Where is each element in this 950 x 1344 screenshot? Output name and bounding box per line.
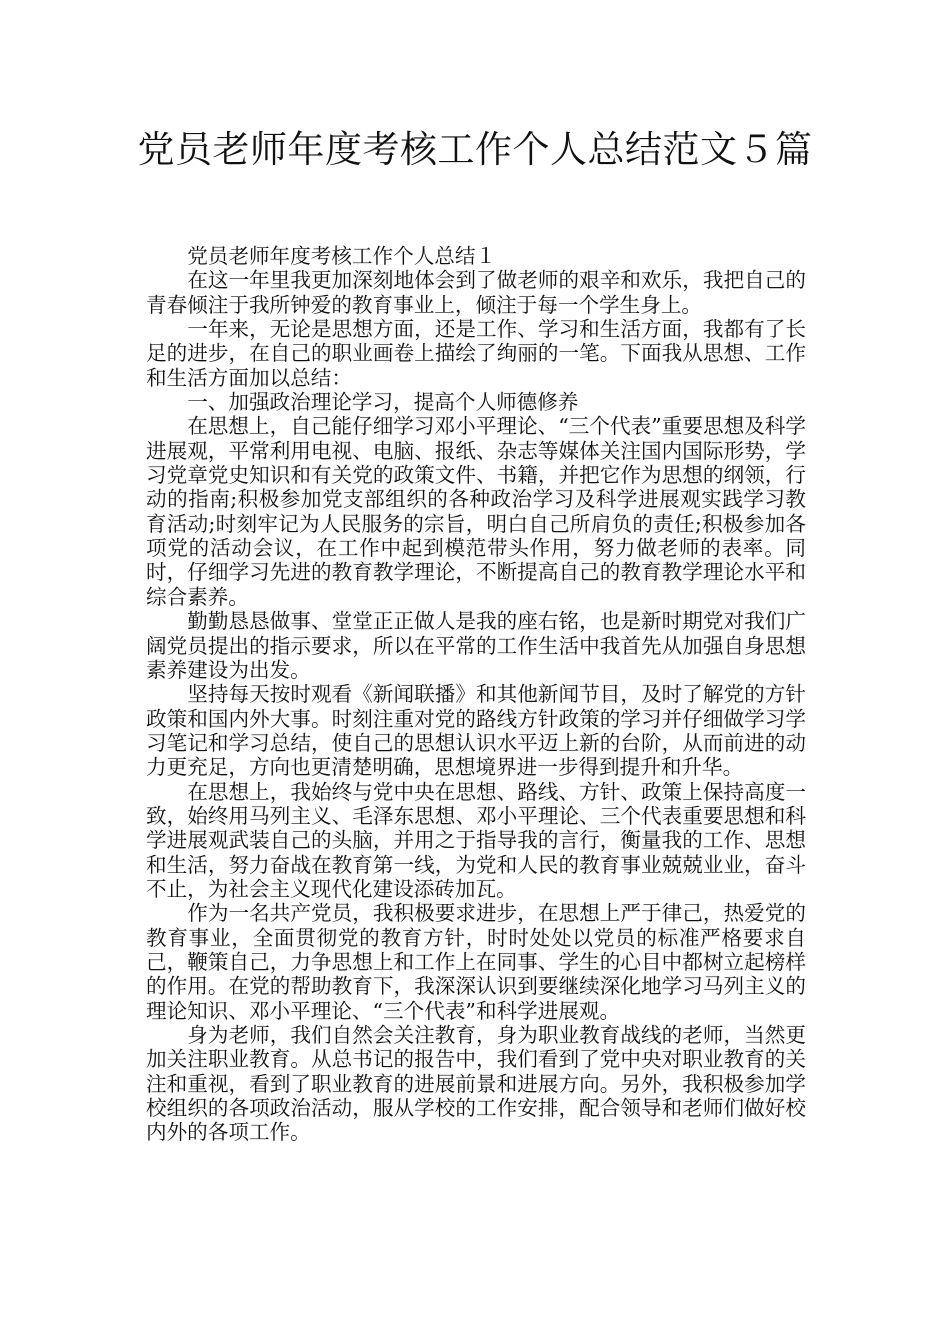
body-paragraph: 在这一年里我更加深刻地体会到了做老师的艰辛和欢乐，我把自己的青春倾注于我所钟爱的教育事业上，倾注于每一个学生身上。 — [146, 268, 806, 317]
document-body — [146, 244, 806, 1145]
section-subtitle: 党员老师年度考核工作个人总结１ — [187, 244, 497, 268]
body-paragraph: 作为一名共产党员，我积极要求进步，在思想上严于律己，热爱党的教育事业，全面贯彻党的教育方针，时时处处以党员的标准严格要求自己，鞭策自己，力争思想上和工作上在同事、学生的心目中都树立起榜样的作用。在党的帮助教育下，我深深认识到要继续深化地学习马列主义的理论知识、邓小平理论、“三个代表”和科学进展观。 — [146, 901, 806, 1023]
body-paragraph: 一年来，无论是思想方面，还是工作、学习和生活方面，我都有了长足的进步，在自己的职业画卷上描绘了绚丽的一笔。下面我从思想、工作和生活方面加以总结： — [146, 317, 806, 390]
body-paragraph: 在思想上，自己能仔细学习邓小平理论、“三个代表”重要思想及科学进展观，平常利用电视、电脑、报纸、杂志等媒体关注国内国际形势，学习党章党史知识和有关党的政策文件、书籍，并把它作为思想的纲领，行动的指南;积极参加党支部组织的各种政治学习及科学进展观实践学习教育活动;时刻牢记为人民服务的宗旨，明白自己所肩负的责任;积极参加各项党的活动会议，在工作中起到模范带头作用，努力做老师的表率。同时，仔细学习先进的教育教学理论，不断提高自己的教育教学理论水平和综合素养。 — [146, 414, 806, 609]
body-paragraph: 坚持每天按时观看《新闻联播》和其他新闻节目，及时了解党的方针政策和国内外大事。时刻注重对党的路线方针政策的学习并仔细做学习学习笔记和学习总结，使自己的思想认识水平迈上新的台阶，从而前进的动力更充足，方向也更清楚明确，思想境界进一步得到提升和升华。 — [146, 682, 806, 780]
body-paragraph: 身为老师，我们自然会关注教育，身为职业教育战线的老师，当然更加关注职业教育。从总书记的报告中，我们看到了党中央对职业教育的关注和重视，看到了职业教育的进展前景和进展方向。另外，我积极参加学校组织的各项政治活动，服从学校的工作安排，配合领导和老师们做好校内外的各项工作。 — [146, 1023, 806, 1145]
body-paragraph: 在思想上，我始终与党中央在思想、路线、方针、政策上保持高度一致，始终用马列主义、毛泽东思想、邓小平理论、三个代表重要思想和科学进展观武装自己的头脑，并用之于指导我的言行，衡量我的工作、思想和生活，努力奋战在教育第一线，为党和人民的教育事业兢兢业业，奋斗不止，为社会主义现代化建设添砖加瓦。 — [146, 779, 806, 901]
section-heading: 一、加强政治理论学习，提高个人师德修养 — [187, 390, 579, 415]
document-title: 党员老师年度考核工作个人总结范文５篇 — [137, 128, 813, 171]
body-paragraph: 勤勤恳恳做事、堂堂正正做人是我的座右铭，也是新时期党对我们广阔党员提出的指示要求，所以在平常的工作生活中我首先从加强自身思想素养建设为出发。 — [146, 609, 806, 682]
